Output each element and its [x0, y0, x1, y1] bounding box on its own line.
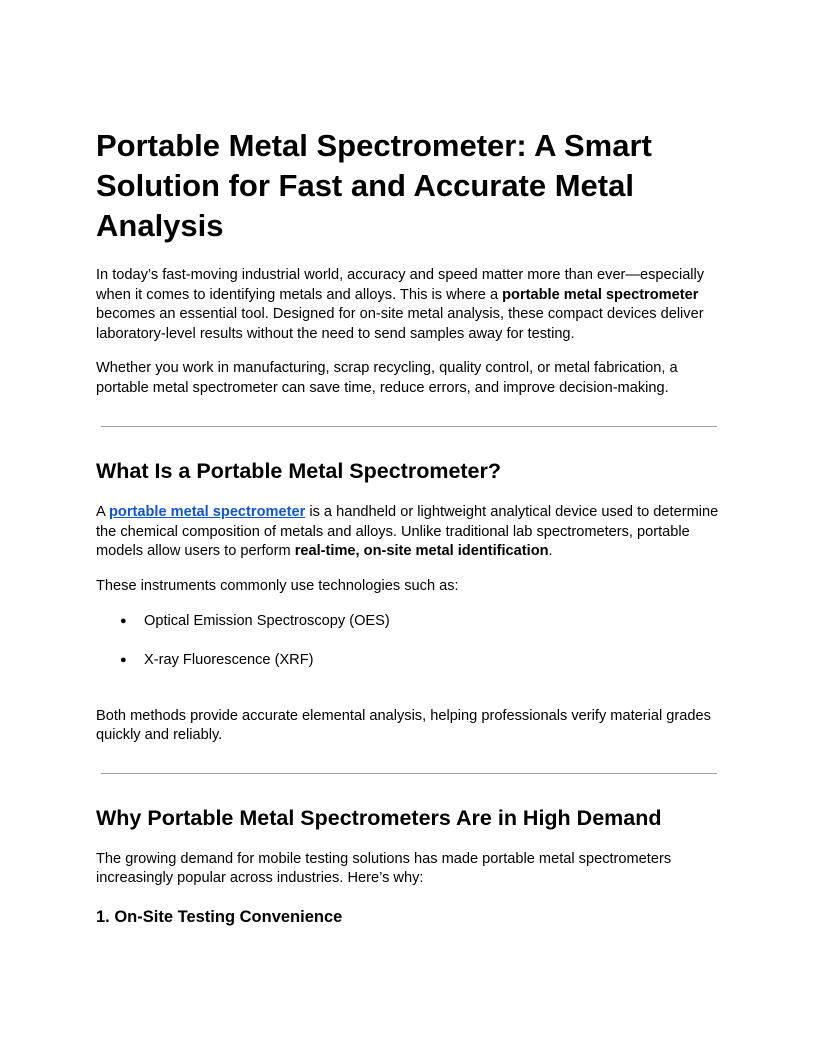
list-item-label: Optical Emission Spectroscopy (OES)	[144, 613, 390, 629]
section-heading-what-is: What Is a Portable Metal Spectrometer?	[96, 459, 502, 483]
intro-text: In today’s fast-moving industrial world, accuracy and speed matter more than ever—especially when it comes to identifying metals and alloys. This is where a	[96, 267, 705, 303]
technology-list	[96, 612, 720, 671]
section-heading-high-demand: Why Portable Metal Spectrometers Are in High Demand	[96, 805, 662, 830]
section1-bold-term: real-time, on-site metal identification	[294, 543, 549, 559]
bullet-icon: ●	[120, 615, 127, 627]
intro-paragraph-1	[96, 266, 720, 344]
document-page	[96, 126, 720, 928]
section1-paragraph-1	[96, 503, 720, 562]
section1-paragraph-3: Both methods provide accurate elemental analysis, helping professionals verify material grades quickly and reliably.	[96, 707, 711, 743]
section1-text: is a handheld or lightweight analytical device used to determine the chemical composition of metals and alloys. Unlike traditional lab spectrometers, portable models allow users to perform	[96, 504, 719, 559]
list-item	[96, 612, 720, 632]
section1-text: A	[96, 504, 109, 520]
document-title: Portable Metal Spectrometer: A Smart Solution for Fast and Accurate Metal Analysis	[96, 128, 652, 243]
section2-paragraph-1: The growing demand for mobile testing solutions has made portable metal spectrometers increasingly popular across industries. Here’s why:	[96, 850, 672, 886]
list-item	[96, 651, 720, 671]
intro-paragraph-2: Whether you work in manufacturing, scrap recycling, quality control, or metal fabrication, a portable metal spectrometer can save time, reduce errors, and improve decision-making.	[96, 360, 678, 396]
bullet-icon: ●	[120, 654, 127, 666]
portable-metal-spectrometer-link[interactable]: portable metal spectrometer	[108, 504, 306, 520]
subheading-on-site-testing: 1. On-Site Testing Convenience	[96, 907, 343, 926]
list-item-label: X-ray Fluorescence (XRF)	[144, 652, 314, 668]
section1-text: .	[548, 543, 553, 559]
intro-bold-term: portable metal spectrometer	[502, 286, 699, 303]
section-divider	[101, 426, 717, 427]
section1-paragraph-2: These instruments commonly use technologies such as:	[96, 577, 459, 594]
intro-text: becomes an essential tool. Designed for on-site metal analysis, these compact devices deliver laboratory-level results without the need to send samples away for testing.	[96, 306, 704, 342]
section-divider	[101, 773, 717, 774]
